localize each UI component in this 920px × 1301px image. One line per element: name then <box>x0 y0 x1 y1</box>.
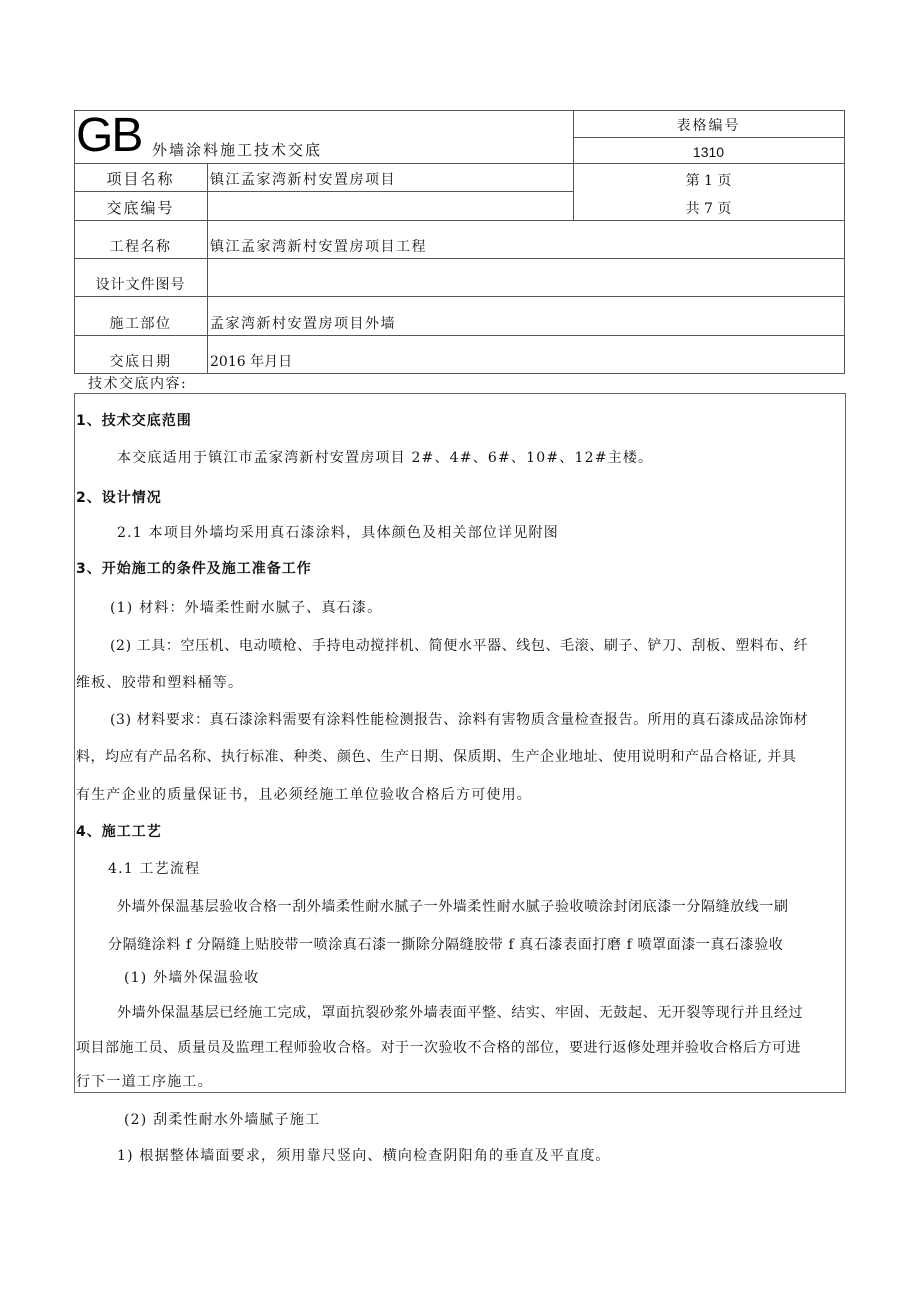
value-project-name: 镇江孟家湾新村安置房项目 <box>210 172 396 188</box>
step-1-title: (1) 外墙外保温验收 <box>124 970 260 986</box>
step-2-title: (2) 刮柔性耐水外墙腻子施工 <box>124 1112 321 1128</box>
row-line <box>74 220 845 221</box>
section-3-requirements-line-2: 料，均应有产品名称、执行标准、种类、颜色、生产日期、保质期、生产企业地址、使用说明和产品合格证, 并具 <box>76 749 797 765</box>
table-border-bottom <box>74 373 845 374</box>
form-number-label: 表格编号 <box>676 118 741 134</box>
section-3-materials: (1) 材料：外墙柔性耐水腻子、真石漆。 <box>110 600 383 616</box>
section-2-heading: 2、设计情况 <box>76 490 162 506</box>
step-1-line-2: 项目部施工员、质量员及监理工程师验收合格。对于一次验收不合格的部位，要进行返修处理并验收合格后方可进 <box>76 1040 801 1056</box>
section-3-requirements-line-1: (3) 材料要求：真石漆涂料需要有涂料性能检测报告、涂料有害物质含量检查报告。所用的真石漆成品涂饰材 <box>110 712 809 728</box>
label-disclosure-number: 交底编号 <box>106 199 175 217</box>
section-2-text: 2.1 本项目外墙均采用真石漆涂料，具体颜色及相关部位详见附图 <box>117 525 559 541</box>
step-2-item-1: 1) 根据整体墙面要求，须用靠尺竖向、横向检查阴阳角的垂直及平直度。 <box>117 1148 611 1164</box>
label-disclosure-date: 交底日期 <box>109 354 172 370</box>
table-border-top <box>74 110 845 111</box>
value-engineering-name: 镇江孟家湾新村安置房项目工程 <box>210 239 427 255</box>
value-disclosure-date: 2016 年月日 <box>210 354 293 370</box>
section-3-requirements-line-3: 有生产企业的质量保证书，且必须经施工单位验收合格后方可使用。 <box>76 787 532 803</box>
page-total: 共 7 页 <box>685 201 732 217</box>
label-engineering-name: 工程名称 <box>109 239 172 255</box>
table-border-right <box>844 110 845 373</box>
label-design-drawing-number: 设计文件图号 <box>95 277 186 293</box>
gb-logo: GB <box>76 109 142 162</box>
document-title: 外墙涂料施工技术交底 <box>152 141 323 159</box>
value-construction-location: 孟家湾新村安置房项目外墙 <box>210 316 396 332</box>
table-divider-label-col <box>207 163 208 373</box>
label-project-name: 项目名称 <box>106 170 175 188</box>
section-1-text: 本交底适用于镇江市孟家湾新村安置房项目 2#、4#、6#、10#、12#主楼。 <box>117 450 654 466</box>
page-current: 第 1 页 <box>685 173 732 189</box>
row-line <box>74 335 845 336</box>
section-1-heading: 1、技术交底范围 <box>76 413 192 429</box>
row-line <box>74 163 845 164</box>
process-flow-line-1: 外墙外保温基层验收合格一刮外墙柔性耐水腻子一外墙柔性耐水腻子验收喷涂封闭底漆一分隔缝放线一刷 <box>117 899 789 915</box>
content-box <box>74 393 846 1093</box>
section-3-heading: 3、开始施工的条件及施工准备工作 <box>76 561 312 577</box>
process-flow-line-2: 分隔缝涂料 f 分隔缝上贴胶带一喷涂真石漆一撕除分隔缝胶带 f 真石漆表面打磨 f 喷罩面漆一真石漆验收 <box>108 937 784 953</box>
step-1-line-3: 行下一道工序施工。 <box>76 1074 213 1090</box>
row-line <box>74 296 845 297</box>
row-line <box>573 137 844 138</box>
content-label: 技术交底内容: <box>88 376 188 392</box>
row-line <box>74 191 573 192</box>
label-construction-location: 施工部位 <box>109 316 172 332</box>
row-line <box>74 258 845 259</box>
step-1-line-1: 外墙外保温基层已经施工完成，罩面抗裂砂浆外墙表面平整、结实、牢固、无鼓起、无开裂等现行并且经过 <box>117 1005 804 1021</box>
section-4-1-title: 4.1 工艺流程 <box>108 861 201 877</box>
section-4-heading: 4、施工工艺 <box>76 824 162 840</box>
section-3-tools-line-1: (2) 工具：空压机、电动喷枪、手持电动搅拌机、简便水平器、线包、毛滚、刷子、铲刀、刮板、塑料布、纤 <box>110 638 809 654</box>
form-number-value: 1310 <box>692 144 725 160</box>
section-3-tools-line-2: 维板、胶带和塑料桶等。 <box>76 675 244 691</box>
